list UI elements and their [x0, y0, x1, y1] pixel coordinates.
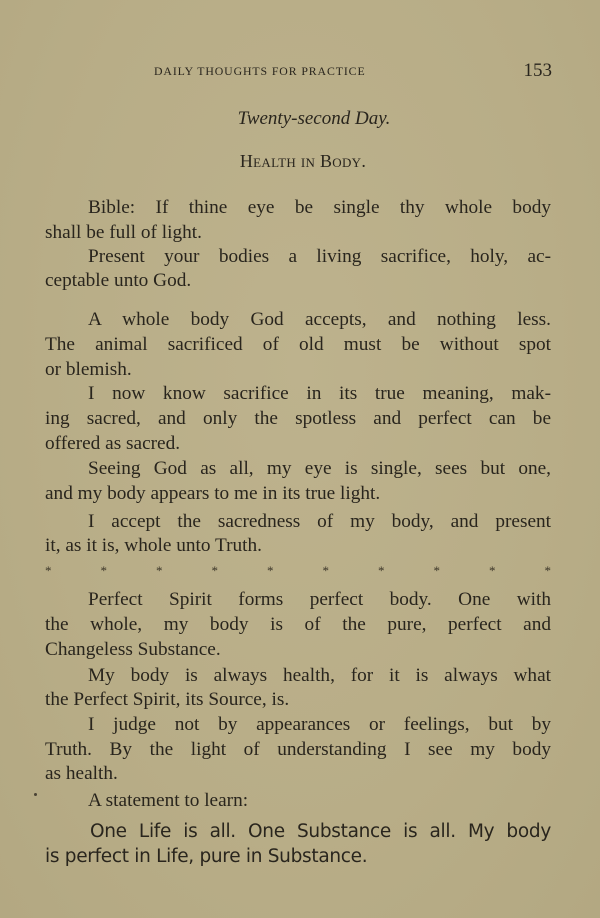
page-header — [154, 60, 552, 82]
paragraph-line: I judge not by appearances or feelings, but by — [88, 714, 551, 735]
paper-speck — [34, 793, 37, 796]
paragraph-line: as health. — [45, 763, 118, 784]
paragraph-line: Truth. By the light of understanding I see my body — [45, 739, 551, 760]
paragraph-line: and my body appears to me in its true light. — [45, 483, 381, 504]
statement-line: is perfect in Life, pure in Substance. — [45, 846, 368, 867]
paragraph-line: I now know sacrifice in its true meaning, mak- — [88, 383, 551, 404]
paragraph-line: Present your bodies a living sacrifice, holy, ac- — [88, 246, 551, 267]
paragraph-line: A whole body God accepts, and nothing less. — [88, 309, 551, 330]
separator-asterisk: * — [378, 563, 385, 578]
paragraph-line: I accept the sacredness of my body, and present — [88, 511, 551, 532]
paragraph-line: Seeing God as all, my eye is single, sees but one, — [88, 458, 551, 479]
section-separator — [45, 563, 551, 579]
separator-asterisk: * — [433, 563, 440, 578]
separator-asterisk: * — [211, 563, 218, 578]
paragraph-line: A statement to learn: — [88, 790, 249, 811]
running-title: DAILY THOUGHTS FOR PRACTICE — [154, 64, 366, 78]
page-number: 153 — [523, 60, 552, 81]
paragraph-line: The animal sacrificed of old must be without spot — [45, 334, 551, 355]
paragraph-line: Bible: If thine eye be single thy whole body — [88, 197, 551, 218]
section-title: Health in Body. — [239, 151, 367, 171]
separator-asterisk: * — [156, 563, 163, 578]
paragraph-line: it, as it is, whole unto Truth. — [45, 535, 262, 556]
paragraph-line: shall be full of light. — [45, 222, 202, 243]
paragraph-line: My body is always health, for it is always what — [88, 665, 551, 686]
paragraph-line: ing sacred, and only the spotless and perfect can be — [45, 408, 551, 429]
day-title: Twenty-second Day. — [237, 108, 391, 129]
paragraph-line: or blemish. — [45, 359, 132, 380]
paragraph-line: ceptable unto God. — [45, 270, 192, 291]
separator-asterisk: * — [45, 563, 52, 578]
paragraph-line: Perfect Spirit forms perfect body. One with — [88, 589, 551, 610]
paragraph-line: the whole, my body is of the pure, perfect and — [45, 614, 551, 635]
separator-asterisk: * — [100, 563, 107, 578]
separator-asterisk: * — [322, 563, 329, 578]
separator-asterisk: * — [267, 563, 274, 578]
statement-line: One Life is all. One Substance is all. My body — [90, 821, 551, 842]
paragraph-line: the Perfect Spirit, its Source, is. — [45, 689, 290, 710]
paragraph-line: offered as sacred. — [45, 433, 181, 454]
separator-asterisk: * — [544, 563, 551, 578]
paragraph-line: Changeless Substance. — [45, 639, 221, 660]
separator-asterisk: * — [489, 563, 496, 578]
